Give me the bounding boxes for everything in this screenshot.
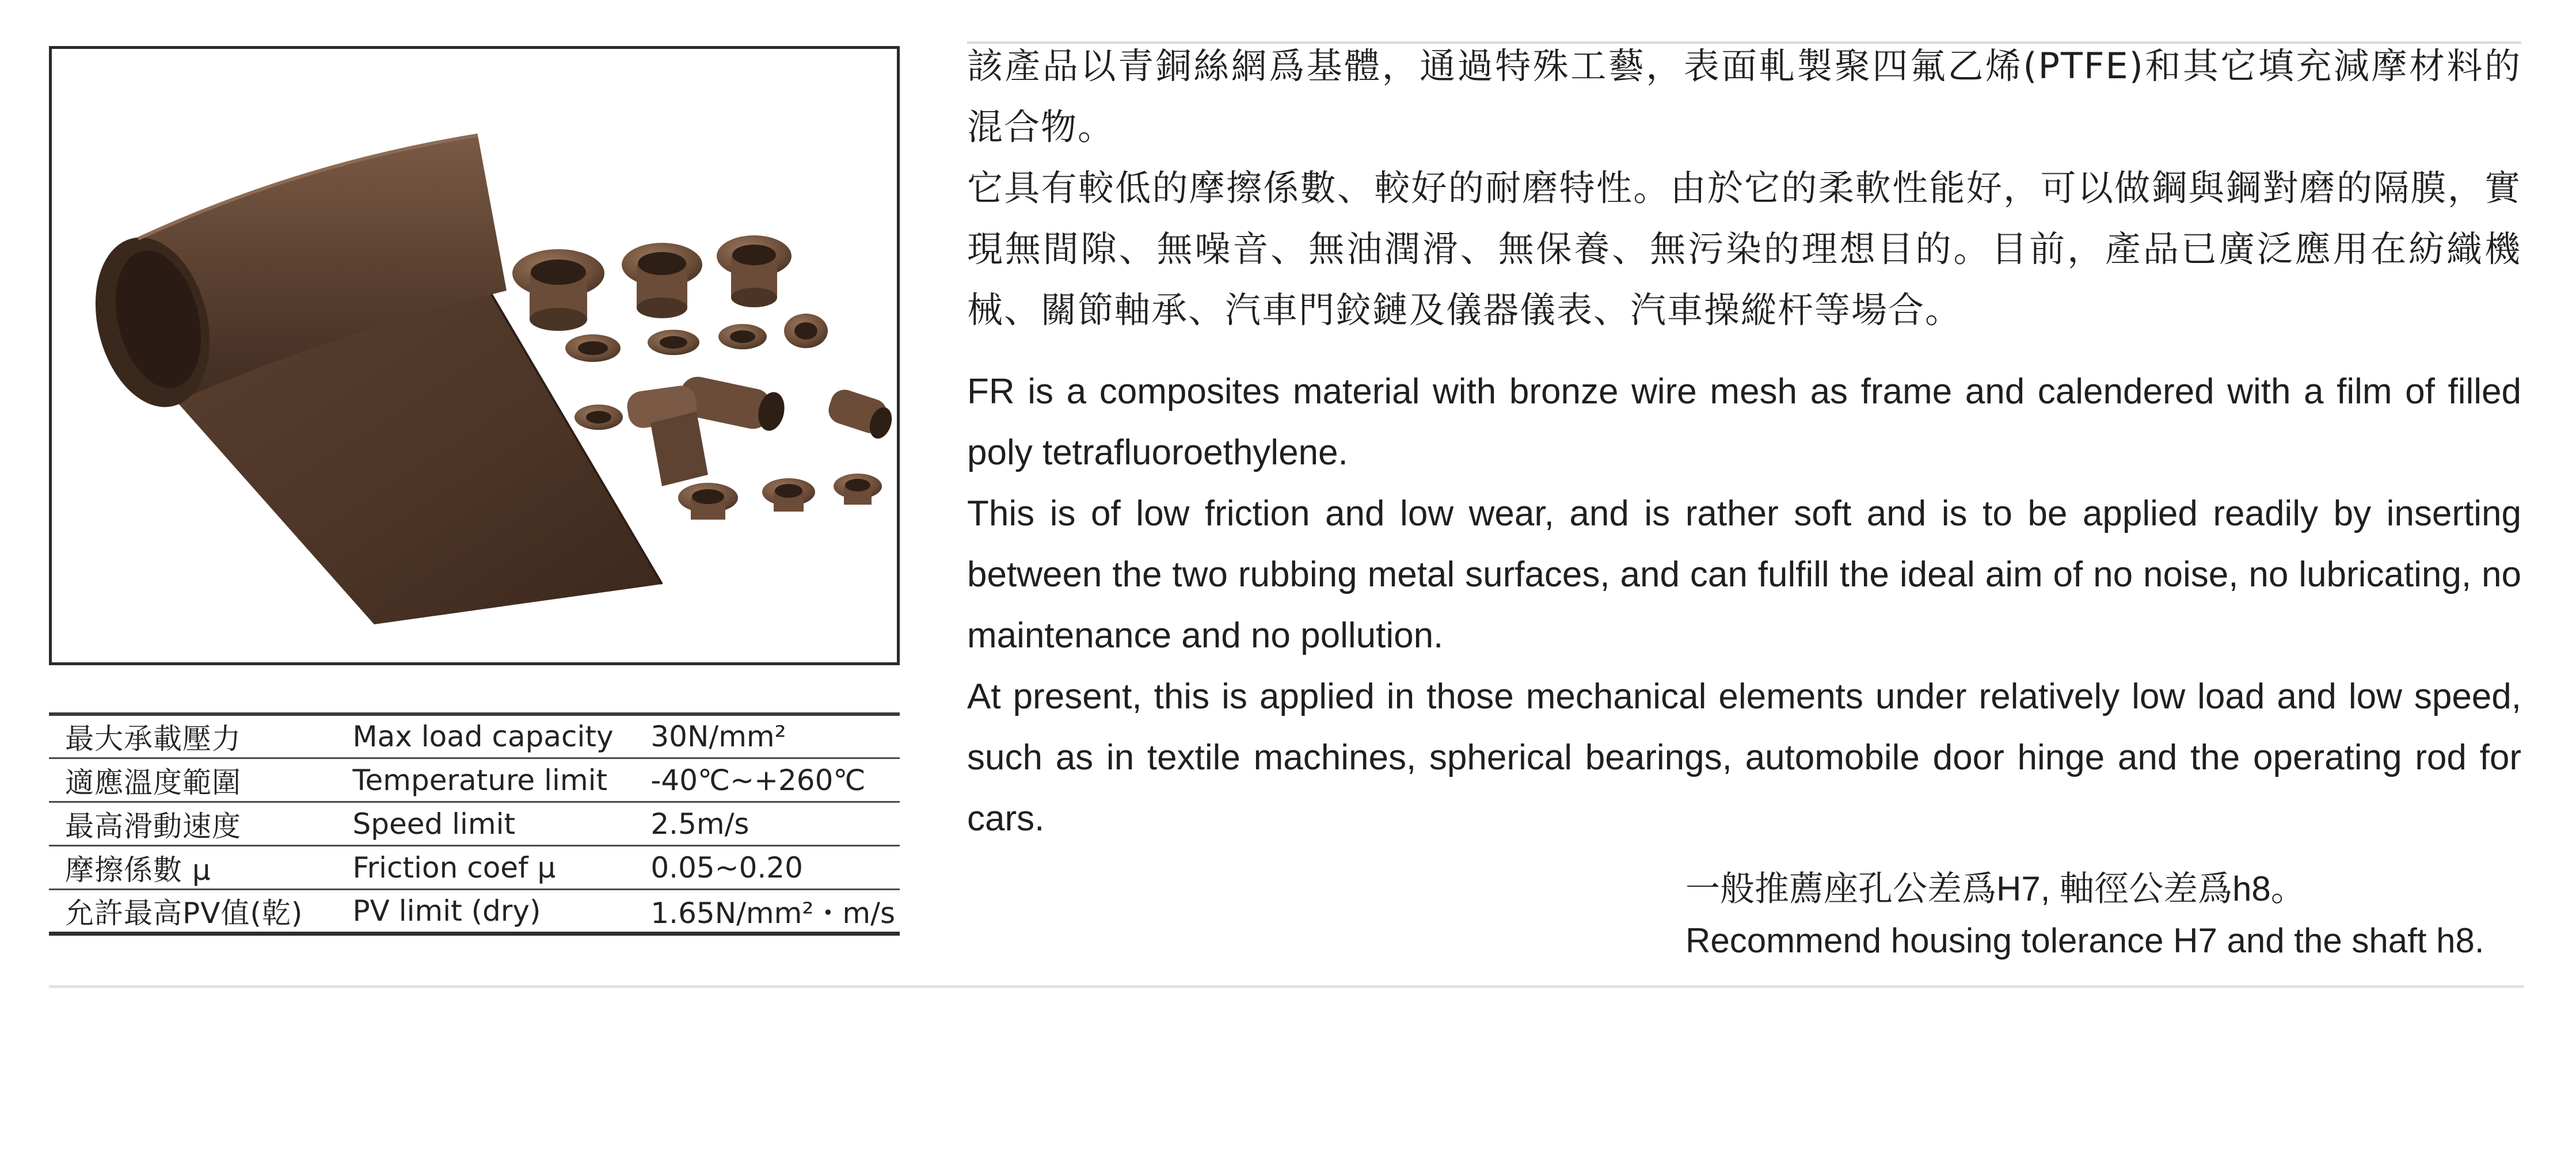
description-en	[967, 361, 2521, 849]
spec-label-zh: 允許最高PV值(乾)	[49, 890, 336, 934]
spec-label-en: PV limit (dry)	[336, 890, 642, 934]
description-zh-paragraph: 該產品以青銅絲網爲基體，通過特殊工藝，表面軋製聚四氟乙烯(PTFE)和其它填充減摩材料的混合物。	[967, 45, 2521, 148]
spec-value: 2.5m/s	[642, 802, 900, 846]
description-en-paragraph: At present, this is applied in those mechanical elements under relatively low load and low speed, such as in textile machines, spherical bearings, automobile door hinge and the operating rod for cars.	[967, 677, 2521, 838]
spec-label-en: Friction coef μ	[336, 846, 642, 890]
table-row	[49, 758, 900, 802]
spec-value: -40℃~+260℃	[642, 758, 900, 802]
spec-label-en: Temperature limit	[336, 758, 642, 802]
tolerance-en: Recommend housing tolerance H7 and the shaft h8.	[1685, 921, 2484, 960]
spec-label-en: Max load capacity	[336, 714, 642, 758]
description-zh-paragraph: 它具有較低的摩擦係數、較好的耐磨特性。由於它的柔軟性能好，可以做鋼與鋼對磨的隔膜，實現無間隙、無噪音、無油潤滑、無保養、無污染的理想目的。目前，產品已廣泛應用在紡織機械、關節軸承、汽車門鉸鏈及儀器儀表、汽車操縱杆等場合。	[967, 167, 2521, 331]
spec-value: 30N/mm²	[642, 714, 900, 758]
bottom-divider	[49, 985, 2524, 988]
spec-label-zh: 最大承載壓力	[49, 714, 336, 758]
spec-table	[49, 712, 900, 936]
bronze-sheet-and-bushings-image	[52, 49, 897, 662]
spec-label-zh: 最高滑動速度	[49, 802, 336, 846]
product-photo	[49, 46, 900, 665]
description-en-paragraph: This is of low friction and low wear, and is rather soft and is to be applied readily by inserting between the two rubbing metal surfaces, and can fulfill the ideal aim of no noise, no lubricating, no maintenance and no pollution.	[967, 494, 2521, 655]
spec-label-zh: 適應溫度範圍	[49, 758, 336, 802]
tolerance-zh: 一般推薦座孔公差爲H7, 軸徑公差爲h8。	[1685, 869, 2305, 908]
description	[967, 36, 2521, 849]
spec-label-en: Speed limit	[336, 802, 642, 846]
spec-value: 0.05~0.20	[642, 846, 900, 890]
table-row	[49, 846, 900, 890]
table-row	[49, 802, 900, 846]
description-en-paragraph: FR is a composites material with bronze wire mesh as frame and calendered with a film of filled poly tetrafluoroethylene.	[967, 372, 2521, 472]
table-row	[49, 714, 900, 758]
spec-label-zh: 摩擦係數 μ	[49, 846, 336, 890]
tolerance-note	[1685, 863, 2526, 967]
table-row	[49, 890, 900, 934]
spec-value: 1.65N/mm²・m/s	[642, 890, 900, 934]
